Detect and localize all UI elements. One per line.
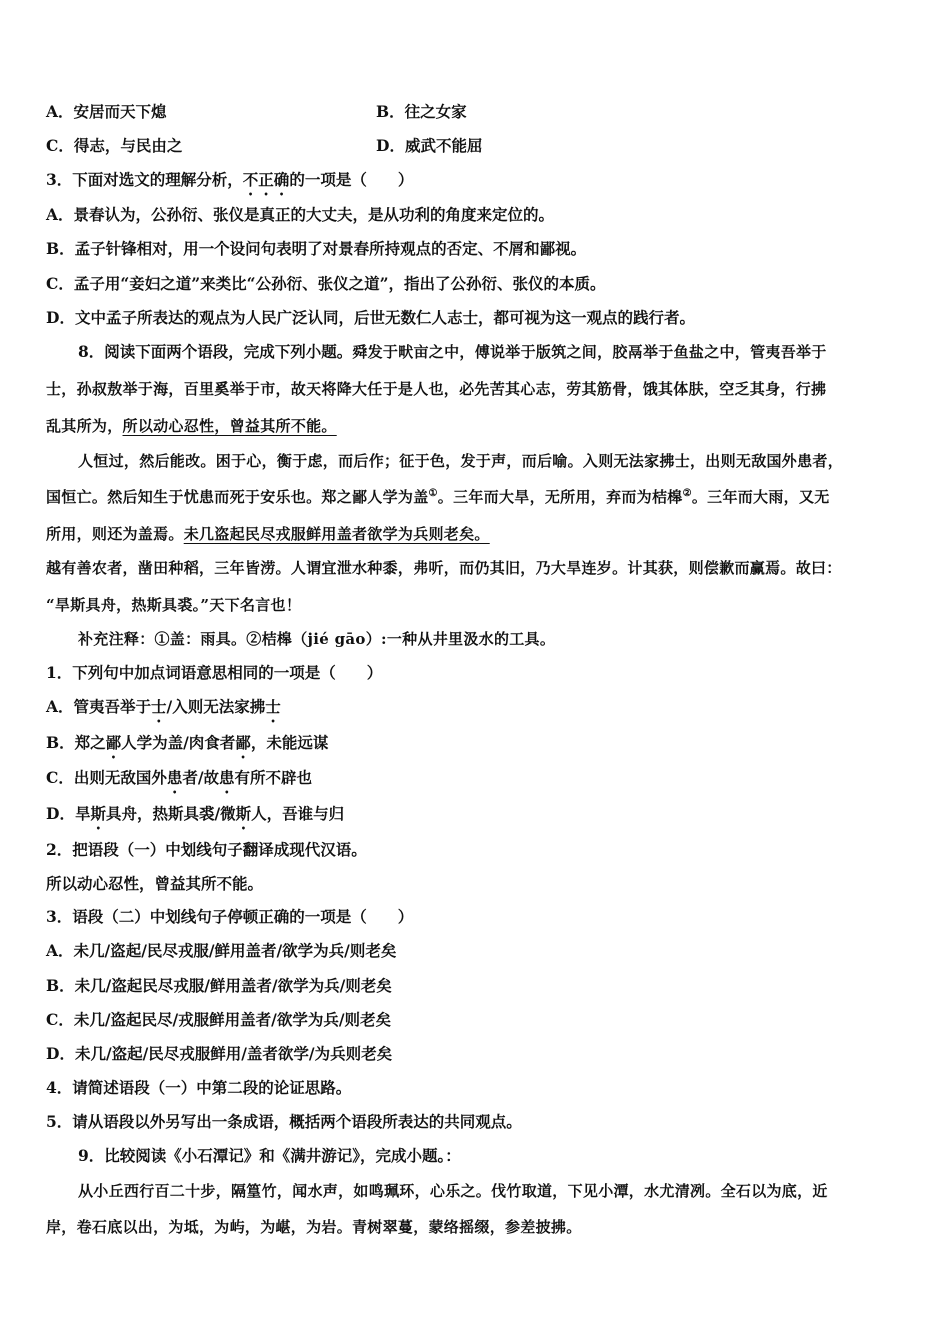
- text: B．郑之: [46, 733, 106, 752]
- passage-2-line-2: [46, 486, 906, 508]
- sub-question-5: 5．请从语段以外另写出一条成语，概括两个语段所表达的共同观点。: [46, 1112, 522, 1131]
- question-9-intro: 9．比较阅读《小石潭记》和《满井游记》，完成小题。：: [78, 1146, 461, 1165]
- question-8-intro: 8．阅读下面两个语段，完成下列小题。: [78, 342, 353, 361]
- question-3-option-a: A．景春认为，公孙衍、张仪是真正的大丈夫，是从功利的角度来定位的。: [46, 205, 555, 224]
- passage-1-line-1: 舜发于畎亩之中，傅说举于版筑之间，胶鬲举于鱼盐之中，管夷吾举于: [352, 343, 827, 361]
- sub-question-3-option-d: D．未几/盗起/民尽戎服鲜用/盖者欲学/为兵则老矣: [46, 1044, 393, 1063]
- question-3-stem: [46, 169, 906, 199]
- passage-2-line-4: 越有善农者，凿田种稻，三年皆涝。人谓宜泄水种黍，弗听，而仍其旧，乃大旱连岁。计其获，则偿歉而赢焉。故曰：: [46, 559, 842, 577]
- question-3-option-b: B．孟子针锋相对，用一个设问句表明了对景春所持观点的否定、不屑和鄙视。: [46, 239, 587, 258]
- passage-2-line-3-text: 所用，则还为盖焉。: [46, 525, 184, 543]
- text: 具舟，热斯具裘/微: [105, 804, 236, 823]
- passage-2-line-2-a: 国恒亡。然后知生于忧患而死于安乐也。郑之鄙人学为盖: [46, 488, 429, 506]
- sub-question-1-option-d: [46, 803, 906, 833]
- dotted-word: 患: [166, 768, 183, 787]
- question-3-option-c: C．孟子用“妾妇之道”来类比“公孙衍、张仪之道”，指出了公孙衍、张仪的本质。: [46, 274, 606, 293]
- sub-question-1-option-a: [46, 696, 906, 726]
- passage-2-line-1: 人恒过，然后能改。困于心，衡于虑，而后作；征于色，发于声，而后喻。入则无法家拂士，出则无敌国外患者，: [78, 452, 844, 470]
- passage-2-line-2-c: 。三年而大雨，又无: [691, 488, 830, 506]
- option-d: D．威武不能屈: [376, 136, 483, 155]
- text: A．管夷吾举于: [46, 697, 152, 716]
- sub-question-3-option-c: C．未几/盗起民尽/戎服鲜用盖者/欲学为兵/则老矣: [46, 1010, 391, 1029]
- text: 者/故: [182, 768, 220, 787]
- passage-1-underlined: 所以动心忍性，曾益其所不能。: [122, 417, 337, 435]
- question-3-post: 的一项是（ ）: [289, 170, 414, 189]
- text: ，未能远谋: [250, 733, 329, 752]
- sub-question-4: 4．请简述语段（一）中第二段的论证思路。: [46, 1078, 352, 1097]
- option-b: B．往之女家: [376, 102, 467, 121]
- text: D．旱: [46, 804, 91, 823]
- question-9-passage-line-1: 从小丘西行百二十步，隔篁竹，闻水声，如鸣珮环，心乐之。伐竹取道，下见小潭，水尤清冽。全石以为底，近: [78, 1182, 828, 1200]
- passage-1-line-2: 士，孙叔敖举于海，百里奚举于市，故天将降大任于是人也，必先苦其心志，劳其筋骨，饿其体肤，空乏其身，行拂: [46, 380, 827, 398]
- dotted-word: 患: [219, 768, 235, 787]
- option-a: A．安居而天下熄: [46, 102, 167, 121]
- question-3-pre: 3．下面对选文的理解分析，: [46, 170, 243, 189]
- note-mark-2: ②: [682, 488, 692, 499]
- question-3-dotted: 不正确: [242, 170, 290, 189]
- sub-question-3-option-a: A．未几/盗起/民尽戎服/鲜用盖者/欲学为兵/则老矣: [46, 941, 397, 960]
- question-8-first-line: [78, 341, 906, 363]
- dotted-word: 士: [151, 697, 167, 716]
- sub-question-1-option-b: [46, 732, 906, 762]
- dotted-word: 士: [265, 697, 281, 716]
- passage-2-underlined: 未几盗起民尽戎服鲜用盖者欲学为兵则老矣。: [183, 525, 490, 543]
- passage-1-line-3: [46, 415, 906, 437]
- sub-question-1: 1．下列句中加点词语意思相同的一项是（ ）: [46, 663, 383, 682]
- passage-2-line-5: “旱斯具舟，热斯具裘。”天下名言也！: [46, 596, 302, 614]
- sub-question-3: 3．语段（二）中划线句子停顿正确的一项是（ ）: [46, 907, 414, 926]
- question-3-option-d: D．文中孟子所表达的观点为人民广泛认同，后世无数仁人志士，都可视为这一观点的践行者。: [46, 308, 695, 327]
- dotted-word: 斯: [235, 804, 252, 823]
- text: C．出则无敌国外: [46, 768, 167, 787]
- sub-question-3-option-b: B．未几/盗起民尽戎服/鲜用盖者/欲学为兵/则老矣: [46, 976, 392, 995]
- text: /入则无法家拂: [166, 697, 266, 716]
- option-c: C．得志，与民由之: [46, 136, 183, 155]
- sub-question-1-option-c: [46, 767, 906, 797]
- text: 有所不辟也: [234, 768, 313, 787]
- passage-2-line-2-b: 。三年而大旱，无所用，弃而为桔槔: [437, 488, 683, 506]
- question-9-passage-line-2: 岸，卷石底以出，为坻，为屿，为嵁，为岩。青树翠蔓，蒙络摇缀，参差披拂。: [46, 1218, 582, 1236]
- dotted-word: 鄙: [105, 733, 122, 752]
- dotted-word: 鄙: [235, 733, 251, 752]
- passage-2-line-3: [46, 523, 906, 545]
- text: 人，吾谁与归: [251, 804, 345, 823]
- sub-question-2: 2．把语段（一）中划线句子翻译成现代汉语。: [46, 840, 367, 859]
- passage-1-line-3-text: 乱其所为，: [46, 417, 123, 435]
- dotted-word: 斯: [90, 804, 106, 823]
- sub-question-2-sentence: 所以动心忍性，曾益其所不能。: [46, 874, 264, 893]
- text: 人学为盖/肉食者: [121, 733, 236, 752]
- supplementary-note: 补充注释：①盖：雨具。②桔槔（jié gāo）:一种从井里汲水的工具。: [78, 630, 556, 648]
- note-mark-1: ①: [428, 488, 438, 499]
